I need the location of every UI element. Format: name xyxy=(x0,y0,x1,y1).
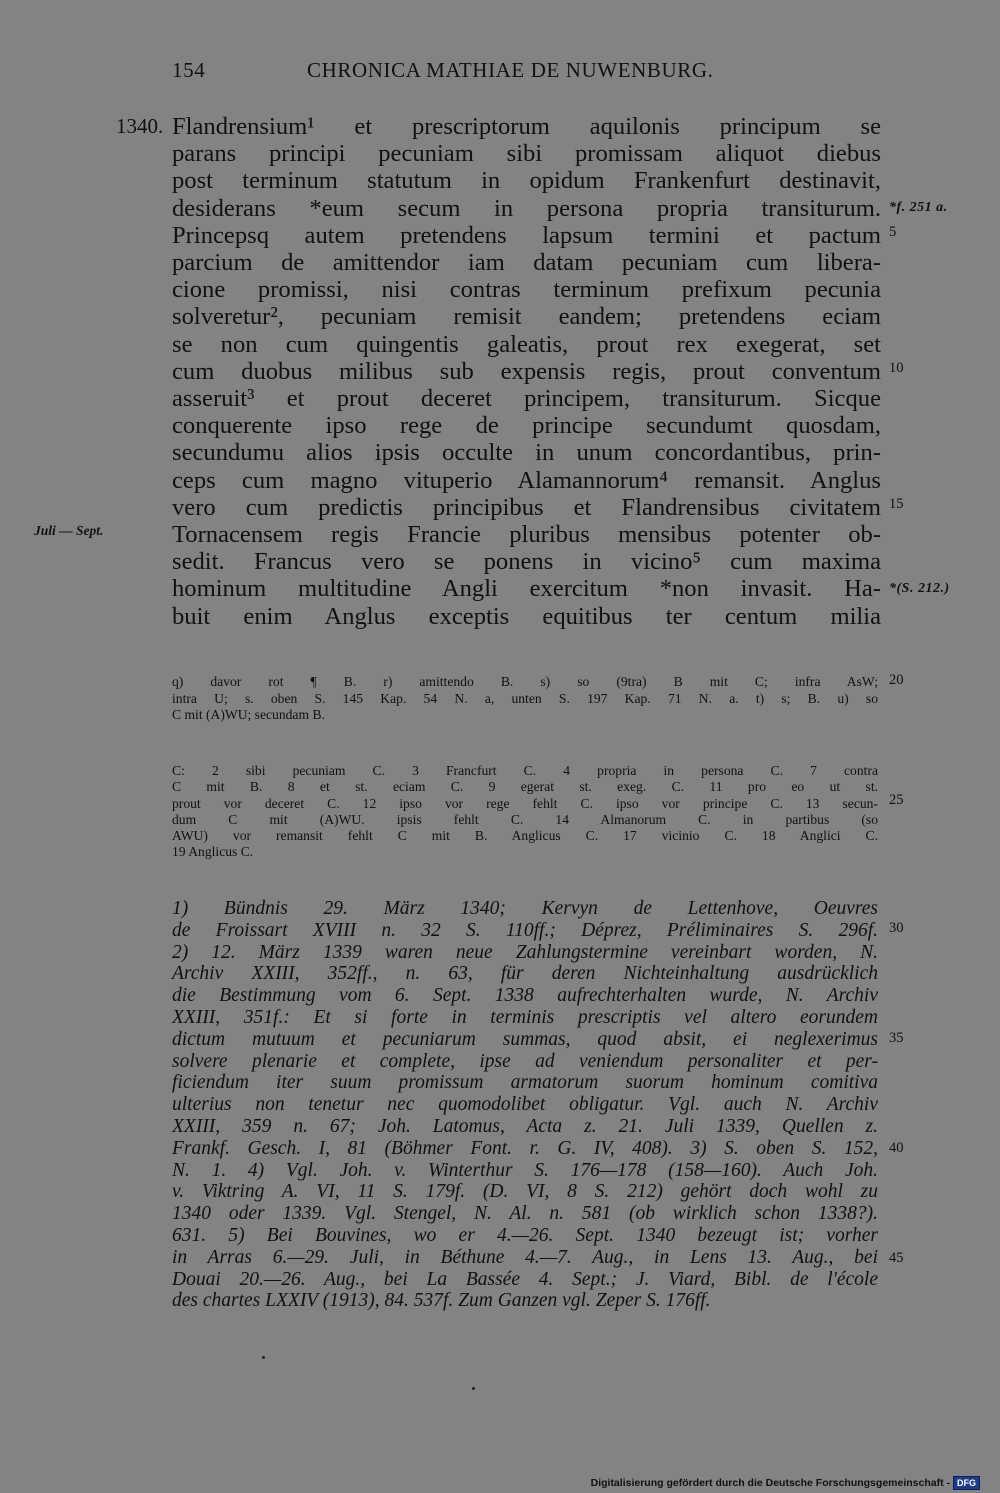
main-text xyxy=(172,113,881,630)
line-number: 35 xyxy=(889,1030,904,1046)
text-line: hominum multitudine Angli exercitum *non invasit. Ha- xyxy=(172,575,881,603)
text-line: solveretur², pecuniam remisit eandem; pretendens eciam xyxy=(172,303,881,331)
text-line: dum C mit (A)WU. ipsis fehlt C. 14 Almanorum C. in partibus (so xyxy=(172,811,878,827)
page-reference: *(S. 212.) xyxy=(889,581,950,596)
scan-speck xyxy=(262,1356,265,1359)
text-line: 1) Bündnis 29. März 1340; Kervyn de Lettenhove, Oeuvres xyxy=(172,898,878,919)
text-line: intra U; s. oben S. 145 Kap. 54 N. a, unten S. 197 Kap. 71 N. a. t) s; B. u) so xyxy=(172,690,878,706)
text-line: in Arras 6.—29. Juli, in Béthune 4.—7. Aug., in Lens 13. Aug., bei xyxy=(172,1246,878,1268)
text-line: parans principi pecuniam sibi promissam aliquot diebus xyxy=(172,140,881,168)
text-line: ficiendum iter suum promissum armatorum suorum hominum comitiva xyxy=(172,1072,878,1094)
text-line: buit enim Anglus exceptis equitibus ter centum milia xyxy=(172,602,881,630)
text-line: ceps cum magno vituperio Alamannorum⁴ remansit. Anglus xyxy=(172,466,881,494)
folio-reference: *f. 251 a. xyxy=(889,200,948,215)
text-line: ulterius non tenetur nec quomodolibet obligatur. Vgl. auch N. Archiv xyxy=(172,1094,878,1116)
apparatus-letters xyxy=(172,674,878,724)
text-line: 631. 5) Bei Bouvines, wo er 4.—26. Sept. 1340 bezeugt ist; vorher xyxy=(172,1224,878,1246)
scan-speck xyxy=(472,1387,475,1390)
footer-credit xyxy=(591,1476,980,1490)
text-line: 19 Anglicus C. xyxy=(172,844,254,860)
text-line: secundumu alios ipsis occulte in unum concordantibus, prin- xyxy=(172,439,881,467)
text-line: Tornacensem regis Francie pluribus mensibus potenter ob- xyxy=(172,521,881,549)
line-number: 25 xyxy=(889,792,904,808)
text-line: solvere plenarie et complete, ipse ad veniendum personaliter et per- xyxy=(172,1050,878,1072)
dfg-logo: DFG xyxy=(953,1476,980,1490)
text-line: Douai 20.—26. Aug., bei La Bassée 4. Sept.; J. Viard, Bibl. de l'école xyxy=(172,1268,878,1290)
text-line: des chartes LXXIV (1913), 84. 537f. Zum Ganzen vgl. Zeper S. 176ff. xyxy=(172,1290,711,1312)
year-marginal: 1340. xyxy=(116,114,164,138)
text-line: 2) 12. März 1339 waren neue Zahlungstermine vereinbart worden, N. xyxy=(172,941,878,963)
text-line: C mit B. 8 et st. eciam C. 9 egerat st. exeg. C. 11 pro eo ut st. xyxy=(172,779,878,795)
line-number: 15 xyxy=(889,496,904,512)
text-line: v. Viktring A. VI, 11 S. 179f. (D. VI, 8 S. 212) gehört doch wohl zu xyxy=(172,1181,878,1203)
line-number: 30 xyxy=(889,920,904,936)
text-line: cum duobus milibus sub expensis regis, prout conventum xyxy=(172,357,881,385)
text-line: Princepsq autem pretendens lapsum termini et pactum xyxy=(172,221,881,249)
text-line: vero cum predictis principibus et Flandrensibus civitatem xyxy=(172,493,881,521)
line-number: 45 xyxy=(889,1250,904,1266)
text-line: q) davor rot ¶ B. r) amittendo B. s) so (9tra) B mit C; infra AsW; xyxy=(172,674,878,689)
left-margin-date: Juli — Sept. xyxy=(34,523,104,538)
text-line: Frankf. Gesch. I, 81 (Böhmer Font. r. G. IV, 408). 3) S. oben S. 152, xyxy=(172,1137,878,1159)
line-number: 10 xyxy=(889,360,904,376)
text-line: prout vor deceret C. 12 ipso vor rege fehlt C. ipso vor principe C. 13 secun- xyxy=(172,795,878,811)
text-line: desiderans *eum secum in persona propria transiturum. xyxy=(172,194,881,222)
text-line: post terminum statutum in opidum Frankenfurt destinavit, xyxy=(172,167,881,195)
line-number: 20 xyxy=(889,672,904,688)
text-line: dictum mutuum et pecuniarum summas, quod absit, ei neglexerimus xyxy=(172,1028,878,1050)
text-line: XXIII, 351f.: Et si forte in terminis prescriptis vel altero eorundem xyxy=(172,1006,878,1028)
text-line: se non cum quingentis galeatis, prout rex exegerat, set xyxy=(172,330,881,358)
text-line: conquerente ipso rege de principe secundumt quosdam, xyxy=(172,412,881,440)
running-title: CHRONICA MATHIAE DE NUWENBURG. xyxy=(307,58,714,82)
text-line: cione promissi, nisi contras terminum prefixum pecunia xyxy=(172,276,881,304)
text-line: de Froissart XVIII n. 32 S. 110ff.; Déprez, Préliminaires S. 296f. xyxy=(172,919,878,941)
text-line: sedit. Francus vero se ponens in vicino⁵ cum maxima xyxy=(172,548,881,576)
text-line: asseruit³ et prout deceret principem, transiturum. Sicque xyxy=(172,385,881,413)
footnotes xyxy=(172,898,878,1312)
text-line: parcium de amittendor iam datam pecuniam cum libera- xyxy=(172,249,881,277)
text-line: 1340 oder 1339. Vgl. Stengel, N. Al. n. 581 (ob wirklich schon 1338?). xyxy=(172,1203,878,1225)
text-line: C: 2 sibi pecuniam C. 3 Francfurt C. 4 propria in persona C. 7 contra xyxy=(172,763,878,778)
text-line: N. 1. 4) Vgl. Joh. v. Winterthur S. 176—178 (158—160). Auch Joh. xyxy=(172,1159,878,1181)
footer-text: Digitalisierung gefördert durch die Deutsche Forschungsgemeinschaft - xyxy=(590,1477,950,1489)
text-line: Archiv XXIII, 352ff., n. 63, für deren Nichteinhaltung ausdrücklich xyxy=(172,963,878,985)
text-line: Flandrensium¹ et prescriptorum aquilonis principum se xyxy=(172,113,881,140)
text-line: AWU) vor remansit fehlt C mit B. Anglicus C. 17 vicinio C. 18 Anglici C. xyxy=(172,828,878,844)
apparatus-numbers xyxy=(172,763,878,861)
text-line: die Bestimmung vom 6. Sept. 1338 aufrechterhalten wurde, N. Archiv xyxy=(172,985,878,1007)
text-line: XXIII, 359 n. 67; Joh. Latomus, Acta z. 21. Juli 1339, Quellen z. xyxy=(172,1115,878,1137)
line-number: 5 xyxy=(889,224,897,240)
text-line: C mit (A)WU; secundam B. xyxy=(172,707,325,723)
page-number: 154 xyxy=(172,58,206,82)
line-number: 40 xyxy=(889,1140,904,1156)
